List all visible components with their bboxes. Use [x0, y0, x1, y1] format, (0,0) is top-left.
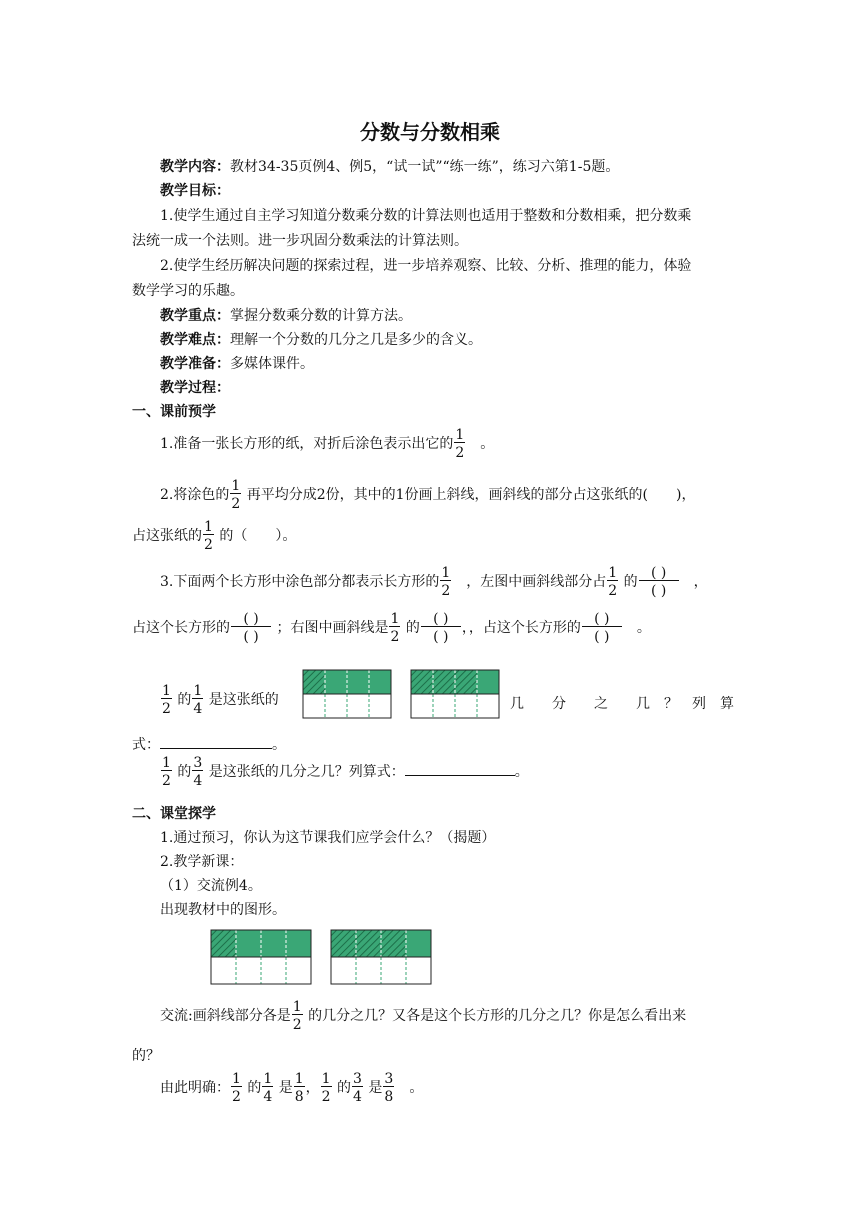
- goal-2b: 数学学习的乐趣。: [132, 283, 244, 299]
- goal-2a: 2.使学生经历解决问题的探索过程，进一步培养观察、比较、分析、推理的能力，体验: [160, 258, 692, 274]
- line-2: 2.教学新课：: [160, 854, 244, 870]
- question-2a: 2.将涂色的 $\frac{1}{2}$ 再平均分成2份，其中的1份画上斜线，画斜线的部分占这张纸的( )，: [160, 478, 696, 512]
- question-2b: 占这张纸的 $\frac{1}{2}$ 的（ ）。: [132, 519, 297, 553]
- hatched-cell: [381, 930, 406, 957]
- hatched-cell: [331, 930, 356, 957]
- key-point: 教学重点：掌握分数乘分数的计算方法。: [160, 308, 412, 324]
- question-4-tail: 几 分 之 几 ？ 列 算: [510, 696, 734, 712]
- shaded-cell: [347, 670, 369, 694]
- content-line: 教学内容：教材34-35页例4、例5，“试一试”“练一练”，练习六第1-5题。: [160, 159, 620, 175]
- shaded-cell: [325, 670, 347, 694]
- shaded-cell: [406, 930, 431, 957]
- question-4a: $\frac{1}{2}$ 的 $\frac{1}{4}$ 是这张纸的: [162, 683, 279, 717]
- rect-left-preview: [302, 669, 392, 719]
- process-label: 教学过程：: [160, 380, 230, 396]
- difficulty: 教学难点：理解一个分数的几分之几是多少的含义。: [160, 332, 482, 348]
- goal-1b: 法统一成一个法则。进一步巩固分数乘法的计算法则。: [132, 233, 468, 249]
- line-6: 由此明确： $\frac{1}{2}$ 的 $\frac{1}{4}$ 是 $\frac{1}{8}$ ， $\frac{1}{2}$ 的 $\frac{3}{4}$ 是 $\frac{3}{8}$ 。: [160, 1071, 424, 1105]
- line-3: （1）交流例4。: [160, 878, 262, 894]
- question-5: $\frac{1}{2}$ 的 $\frac{3}{4}$ 是这张纸的几分之几？列算式： 。: [162, 755, 529, 789]
- answer-blank: [160, 736, 272, 749]
- section-2-heading: 二、课堂探学: [132, 806, 216, 822]
- line-5b: 的？: [132, 1048, 160, 1064]
- hatched-cell: [211, 930, 236, 957]
- shaded-cell: [369, 670, 391, 694]
- fraction: $\frac{1}{2}$: [455, 427, 465, 461]
- line-1: 1.通过预习，你认为这节课我们应学会什么？（揭题）: [160, 830, 496, 846]
- shaded-cell: [477, 670, 499, 694]
- question-1: 1.准备一张长方形的纸，对折后涂色表示出它的 $\frac{1}{2}$ 。: [160, 427, 495, 461]
- hatched-cell: [356, 930, 381, 957]
- hatched-cell: [411, 670, 433, 694]
- rect-right-example: [330, 929, 432, 985]
- line-4: 出现教材中的图形。: [160, 902, 286, 918]
- section-1-heading: 一、课前预学: [132, 404, 216, 420]
- rect-left-example: [210, 929, 312, 985]
- question-4b: 式： 。: [132, 737, 286, 753]
- line-5a: 交流:画斜线部分各是 $\frac{1}{2}$ 的几分之几？又各是这个长方形的几分之几？你是怎么看出来: [160, 999, 687, 1033]
- question-3b: 占这个长方形的 $\frac{( )}{( )}$ ；右图中画斜线是 $\frac{1}{2}$ 的 $\frac{( )}{( )}$ ，，占这个长方形的 $\frac{( )}{( )}$ 。: [132, 611, 651, 645]
- hatched-cell: [455, 670, 477, 694]
- goal-1a: 1.使学生通过自主学习知道分数乘分数的计算法则也适用于整数和分数相乘，把分数乘: [160, 208, 692, 224]
- hatched-cell: [433, 670, 455, 694]
- answer-blank: [405, 763, 515, 776]
- shaded-cell: [236, 930, 261, 957]
- goals-label: 教学目标：: [160, 183, 230, 199]
- rect-right-preview: [410, 669, 500, 719]
- shaded-cell: [286, 930, 311, 957]
- page-title: 分数与分数相乘: [360, 120, 500, 144]
- hatched-cell: [303, 670, 325, 694]
- shaded-cell: [261, 930, 286, 957]
- question-3a: 3.下面两个长方形中涂色部分都表示长方形的 $\frac{1}{2}$ ，左图中画斜线部分占 $\frac{1}{2}$ 的 $\frac{( )}{( )}$ ，: [160, 565, 708, 599]
- preparation: 教学准备：多媒体课件。: [160, 356, 314, 372]
